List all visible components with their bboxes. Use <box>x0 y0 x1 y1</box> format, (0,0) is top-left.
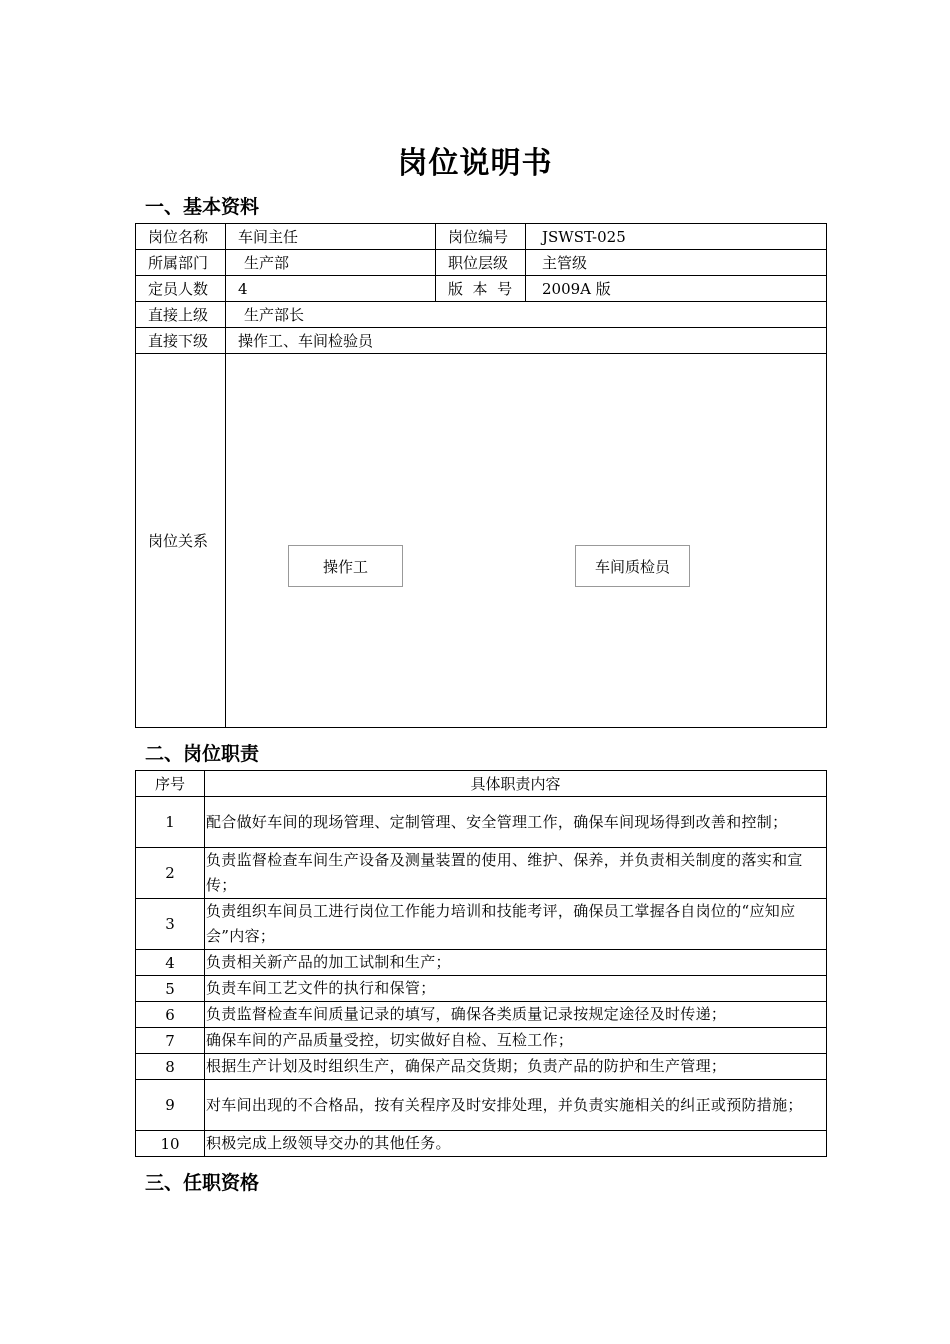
table-row <box>136 1002 827 1028</box>
duty-number: 6 <box>136 1002 205 1028</box>
duty-number: 5 <box>136 976 205 1002</box>
duty-text: 负责车间工艺文件的执行和保管； <box>205 976 827 1002</box>
duty-text: 负责组织车间员工进行岗位工作能力培训和技能考评，确保员工掌握各自岗位的“应知应会”内容； <box>205 899 827 950</box>
table-row <box>136 950 827 976</box>
duty-text: 确保车间的产品质量受控，切实做好自检、互检工作； <box>205 1028 827 1054</box>
level-value: 主管级 <box>526 250 827 276</box>
duty-number: 2 <box>136 848 205 899</box>
duty-text: 积极完成上级领导交办的其他任务。 <box>205 1131 827 1157</box>
table-row <box>136 328 827 354</box>
role-box-operator: 操作工 <box>288 545 403 587</box>
table-row <box>136 276 827 302</box>
table-row <box>136 1028 827 1054</box>
duty-text: 负责相关新产品的加工试制和生产； <box>205 950 827 976</box>
table-row <box>136 797 827 848</box>
table-row <box>136 899 827 950</box>
table-row <box>136 1131 827 1157</box>
table-row <box>136 224 827 250</box>
table-row <box>136 250 827 276</box>
relation-label: 岗位关系 <box>136 354 226 728</box>
duty-number: 7 <box>136 1028 205 1054</box>
role-box-inspector: 车间质检员 <box>575 545 690 587</box>
document-title: 岗位说明书 <box>397 146 553 181</box>
department-value: 生产部 <box>226 250 436 276</box>
subordinate-value: 操作工、车间检验员 <box>226 328 827 354</box>
version-label: 版 本 号 <box>436 276 526 302</box>
header-content: 具体职责内容 <box>205 771 827 797</box>
duty-number: 9 <box>136 1080 205 1131</box>
basic-info-table <box>135 223 827 728</box>
superior-value: 生产部长 <box>226 302 827 328</box>
table-row <box>136 302 827 328</box>
department-label: 所属部门 <box>136 250 226 276</box>
post-code-value: JSWST-025 <box>526 224 827 250</box>
headcount-label: 定员人数 <box>136 276 226 302</box>
duty-text: 对车间出现的不合格品，按有关程序及时安排处理，并负责实施相关的纠正或预防措施； <box>205 1080 827 1131</box>
table-header-row <box>136 771 827 797</box>
post-name-label: 岗位名称 <box>136 224 226 250</box>
section-heading-qualifications: 三、任职资格 <box>145 1172 260 1194</box>
duty-text: 负责监督检查车间质量记录的填写，确保各类质量记录按规定途径及时传递； <box>205 1002 827 1028</box>
duty-text: 负责监督检查车间生产设备及测量装置的使用、维护、保养，并负责相关制度的落实和宣传； <box>205 848 827 899</box>
level-label: 职位层级 <box>436 250 526 276</box>
table-row <box>136 354 827 728</box>
superior-label: 直接上级 <box>136 302 226 328</box>
duty-text: 配合做好车间的现场管理、定制管理、安全管理工作，确保车间现场得到改善和控制； <box>205 797 827 848</box>
duty-text: 根据生产计划及时组织生产，确保产品交货期；负责产品的防护和生产管理； <box>205 1054 827 1080</box>
header-no: 序号 <box>136 771 205 797</box>
headcount-value: 4 <box>226 276 436 302</box>
duties-table <box>135 770 827 1157</box>
table-row <box>136 976 827 1002</box>
duty-number: 4 <box>136 950 205 976</box>
post-name-value: 车间主任 <box>226 224 436 250</box>
relation-diagram <box>226 354 827 728</box>
post-code-label: 岗位编号 <box>436 224 526 250</box>
duty-number: 8 <box>136 1054 205 1080</box>
table-row <box>136 848 827 899</box>
duty-number: 3 <box>136 899 205 950</box>
section-heading-basic: 一、基本资料 <box>145 196 260 218</box>
duty-number: 1 <box>136 797 205 848</box>
duty-number: 10 <box>136 1131 205 1157</box>
section-heading-duties: 二、岗位职责 <box>145 743 260 765</box>
version-value: 2009A 版 <box>526 276 827 302</box>
table-row <box>136 1080 827 1131</box>
table-row <box>136 1054 827 1080</box>
subordinate-label: 直接下级 <box>136 328 226 354</box>
